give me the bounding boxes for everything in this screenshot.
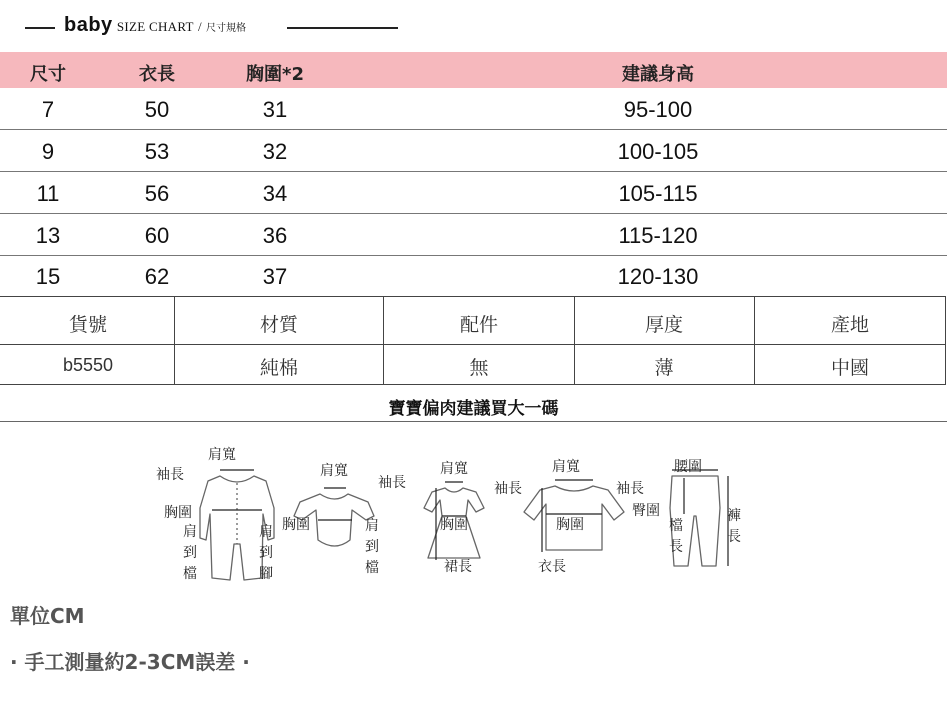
title-subtitle: SIZE CHART [116,19,194,34]
title-line-left [25,27,55,29]
row-length: 60 [144,223,170,248]
row-size: 13 [35,223,61,248]
row-length: 50 [144,97,170,122]
row-divider [0,171,947,172]
info-col-divider [383,296,384,384]
pants-rise-label: 檔長 [669,518,683,555]
row-divider [0,255,947,256]
pants-length-label: 褲長 [727,508,741,545]
dress-sleeve-label: 袖長 [494,481,522,497]
title-line-right [287,27,398,29]
error-note: · 手工測量約2-3CM誤差 · [10,650,250,674]
row-divider [0,213,947,214]
bodysuit-shoulder-to-crotch-label: 肩到檔 [365,518,379,576]
info-header-code: 貨號 [68,314,108,336]
info-header-thickness: 厚度 [644,314,684,336]
row-size: 11 [36,181,60,206]
info-table-divider [0,344,946,345]
col-height-header: 建議身高 [622,64,694,85]
info-value-thickness: 薄 [654,357,674,379]
row-length: 62 [144,264,170,289]
col-length-header: 衣長 [139,64,175,85]
row-divider [0,129,947,130]
row-length: 53 [144,139,170,164]
bodysuit-shoulder-label: 肩寬 [320,463,348,479]
row-length: 56 [144,181,170,206]
row-size: 9 [41,139,55,164]
bodysuit-sleeve-label: 袖長 [378,475,406,491]
romper-chest-label: 胸圍 [164,505,192,521]
dress-length-label: 裙長 [444,559,472,575]
title-chinese: 尺寸規格 [206,23,247,34]
top-shoulder-label: 肩寬 [552,459,580,475]
col-chest-header: 胸圍*2 [246,64,304,85]
row-height: 100-105 [617,139,699,164]
romper-shoulder-label: 肩寬 [208,447,236,463]
top-sleeve-label: 袖長 [616,481,644,497]
row-size: 15 [35,264,61,289]
note-divider [0,421,947,422]
measurement-diagram [150,448,750,588]
row-chest: 37 [262,264,288,289]
row-height: 95-100 [623,97,693,122]
info-value-accessory: 無 [469,357,489,379]
row-height: 115-120 [618,223,698,248]
col-size-header: 尺寸 [30,64,66,85]
info-value-code: b5550 [62,355,114,375]
info-col-divider [574,296,575,384]
row-chest: 32 [262,139,288,164]
row-size: 7 [41,97,55,122]
info-header-origin: 產地 [830,314,870,336]
info-value-material: 純棉 [259,357,299,379]
pants-hip-label: 臀圍 [632,503,660,519]
bodysuit-chest-label: 胸圍 [282,517,310,533]
size-advice-note: 寶寶偏肉建議買大一碼 [388,399,559,419]
info-col-divider [754,296,755,384]
title-separator: / [197,19,202,34]
info-header-accessory: 配件 [459,314,499,336]
row-chest: 31 [262,97,288,122]
dress-chest-label: 胸圍 [440,517,468,533]
unit-note: 單位CM [10,604,85,628]
title-brand: baby [64,14,113,36]
top-chest-label: 胸圍 [556,517,584,533]
info-value-origin: 中國 [830,357,870,379]
romper-shoulder-to-foot-label: 肩到腳 [259,524,273,582]
row-chest: 34 [262,181,288,206]
pants-waist-label: 腰圍 [674,459,702,475]
row-height: 120-130 [617,264,699,289]
row-chest: 36 [262,223,288,248]
romper-sleeve-label: 袖長 [156,467,184,483]
info-col-divider [174,296,175,384]
romper-shoulder-to-crotch-label: 肩到檔 [183,524,197,582]
info-header-material: 材質 [259,314,299,336]
row-height: 105-115 [618,181,698,206]
page-title [64,14,246,37]
dress-shoulder-label: 肩寬 [440,461,468,477]
top-length-label: 衣長 [538,559,566,575]
